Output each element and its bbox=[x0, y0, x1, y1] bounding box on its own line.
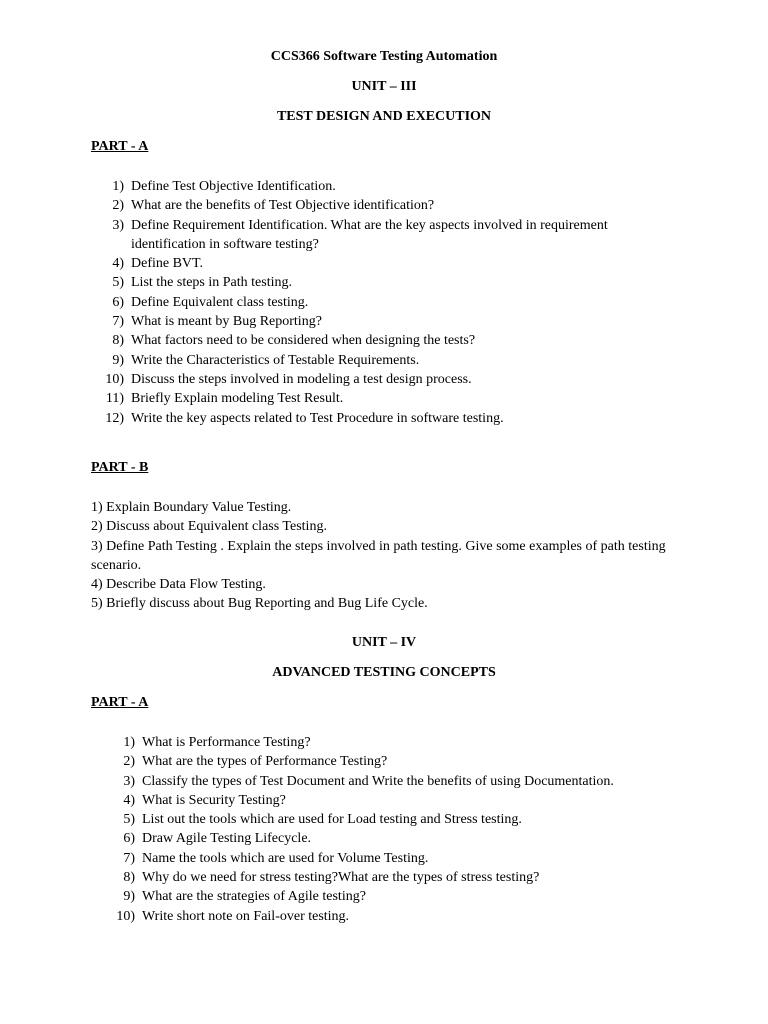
list-item-text: Name the tools which are used for Volume Testing. bbox=[142, 850, 429, 866]
unit3-title: UNIT – III bbox=[351, 79, 417, 94]
list-item-number: 1) bbox=[112, 179, 124, 194]
list-item: 2) Discuss about Equivalent class Testing. bbox=[91, 519, 327, 535]
list-item bbox=[97, 196, 657, 215]
list-item-number: 8) bbox=[123, 870, 135, 886]
list-item-number: 10) bbox=[116, 908, 135, 924]
list-item-number: 2) bbox=[123, 754, 135, 770]
list-item bbox=[97, 370, 657, 389]
list-item-text: Define Equivalent class testing. bbox=[131, 294, 309, 310]
list-item-number: 7) bbox=[123, 850, 135, 866]
list-item bbox=[97, 389, 657, 408]
list-item-text: What is Security Testing? bbox=[142, 792, 286, 808]
unit3-subtitle: TEST DESIGN AND EXECUTION bbox=[276, 109, 492, 124]
list-item-number: 7) bbox=[112, 314, 124, 330]
list-item bbox=[108, 810, 688, 829]
list-item bbox=[108, 907, 688, 926]
unit4-title: UNIT – IV bbox=[351, 635, 417, 650]
list-item-text: What are the strategies of Agile testing? bbox=[142, 889, 366, 905]
list-item bbox=[97, 351, 657, 370]
list-item-text: Write the Characteristics of Testable Requirements. bbox=[131, 352, 420, 368]
list-item-text: Write short note on Fail-over testing. bbox=[142, 908, 350, 924]
list-item bbox=[108, 829, 688, 848]
list-item-text: Classify the types of Test Document and Write the benefits of using Documentation. bbox=[142, 773, 614, 789]
list-item bbox=[108, 868, 688, 887]
unit3-part-b-heading: PART - B bbox=[91, 460, 149, 475]
list-item bbox=[97, 254, 657, 273]
list-item-number: 1) bbox=[123, 735, 135, 750]
list-item-text: Define BVT. bbox=[131, 256, 204, 272]
list-item-number: 9) bbox=[123, 889, 135, 905]
list-item-number: 4) bbox=[112, 256, 124, 272]
list-item: 3) Define Path Testing . Explain the steps involved in path testing. Give some examples of path testing scenario. bbox=[91, 538, 666, 573]
list-item-number: 5) bbox=[123, 812, 135, 828]
list-item-number: 8) bbox=[112, 333, 124, 349]
list-item bbox=[97, 293, 657, 312]
list-item-text: List out the tools which are used for Load testing and Stress testing. bbox=[142, 812, 522, 828]
list-item-text: Define Test Objective Identification. bbox=[131, 179, 336, 194]
list-item-number: 3) bbox=[123, 773, 135, 789]
list-item-text: What is meant by Bug Reporting? bbox=[131, 314, 322, 330]
list-item: 4) Describe Data Flow Testing. bbox=[91, 577, 266, 593]
course-title: CCS366 Software Testing Automation bbox=[270, 49, 498, 64]
list-item-text: List the steps in Path testing. bbox=[131, 275, 292, 291]
list-item-text: Define Requirement Identification. What are the key aspects involved in requirement identification in software testing? bbox=[131, 217, 608, 252]
list-item-number: 6) bbox=[112, 294, 124, 310]
unit3-part-a-list bbox=[97, 177, 657, 428]
list-item-number: 11) bbox=[105, 391, 124, 407]
list-item-number: 6) bbox=[123, 831, 135, 847]
list-item: 1) Explain Boundary Value Testing. bbox=[91, 500, 292, 515]
list-item bbox=[108, 772, 688, 791]
unit4-subtitle: ADVANCED TESTING CONCEPTS bbox=[272, 665, 496, 680]
list-item bbox=[108, 791, 688, 810]
list-item-number: 5) bbox=[112, 275, 124, 291]
list-item-text: Why do we need for stress testing?What are the types of stress testing? bbox=[142, 870, 540, 886]
list-item-number: 4) bbox=[123, 792, 135, 808]
list-item-text: Briefly Explain modeling Test Result. bbox=[131, 391, 344, 407]
list-item-number: 2) bbox=[112, 198, 124, 214]
list-item: 5) Briefly discuss about Bug Reporting and Bug Life Cycle. bbox=[91, 596, 428, 612]
unit3-part-b-list bbox=[91, 498, 681, 614]
list-item-text: What are the benefits of Test Objective identification? bbox=[131, 198, 435, 214]
list-item-text: Discuss the steps involved in modeling a test design process. bbox=[131, 371, 472, 387]
list-item bbox=[108, 752, 688, 771]
list-item bbox=[97, 216, 657, 255]
list-item bbox=[97, 177, 657, 196]
list-item bbox=[97, 409, 657, 428]
list-item-text: What is Performance Testing? bbox=[142, 735, 311, 750]
list-item-text: What factors need to be considered when designing the tests? bbox=[131, 333, 476, 349]
list-item bbox=[97, 273, 657, 292]
list-item bbox=[108, 733, 688, 752]
list-item-number: 12) bbox=[105, 410, 124, 426]
list-item bbox=[97, 331, 657, 350]
list-item-text: Write the key aspects related to Test Procedure in software testing. bbox=[131, 410, 504, 426]
list-item bbox=[108, 849, 688, 868]
unit4-part-a-list bbox=[108, 733, 688, 926]
list-item bbox=[108, 887, 688, 906]
unit4-part-a-heading: PART - A bbox=[91, 695, 149, 710]
unit3-part-a-heading: PART - A bbox=[91, 139, 149, 154]
list-item-number: 3) bbox=[112, 217, 124, 233]
list-item bbox=[97, 312, 657, 331]
list-item-number: 9) bbox=[112, 352, 124, 368]
list-item-text: Draw Agile Testing Lifecycle. bbox=[142, 831, 312, 847]
list-item-number: 10) bbox=[105, 371, 124, 387]
list-item-text: What are the types of Performance Testing? bbox=[142, 754, 388, 770]
